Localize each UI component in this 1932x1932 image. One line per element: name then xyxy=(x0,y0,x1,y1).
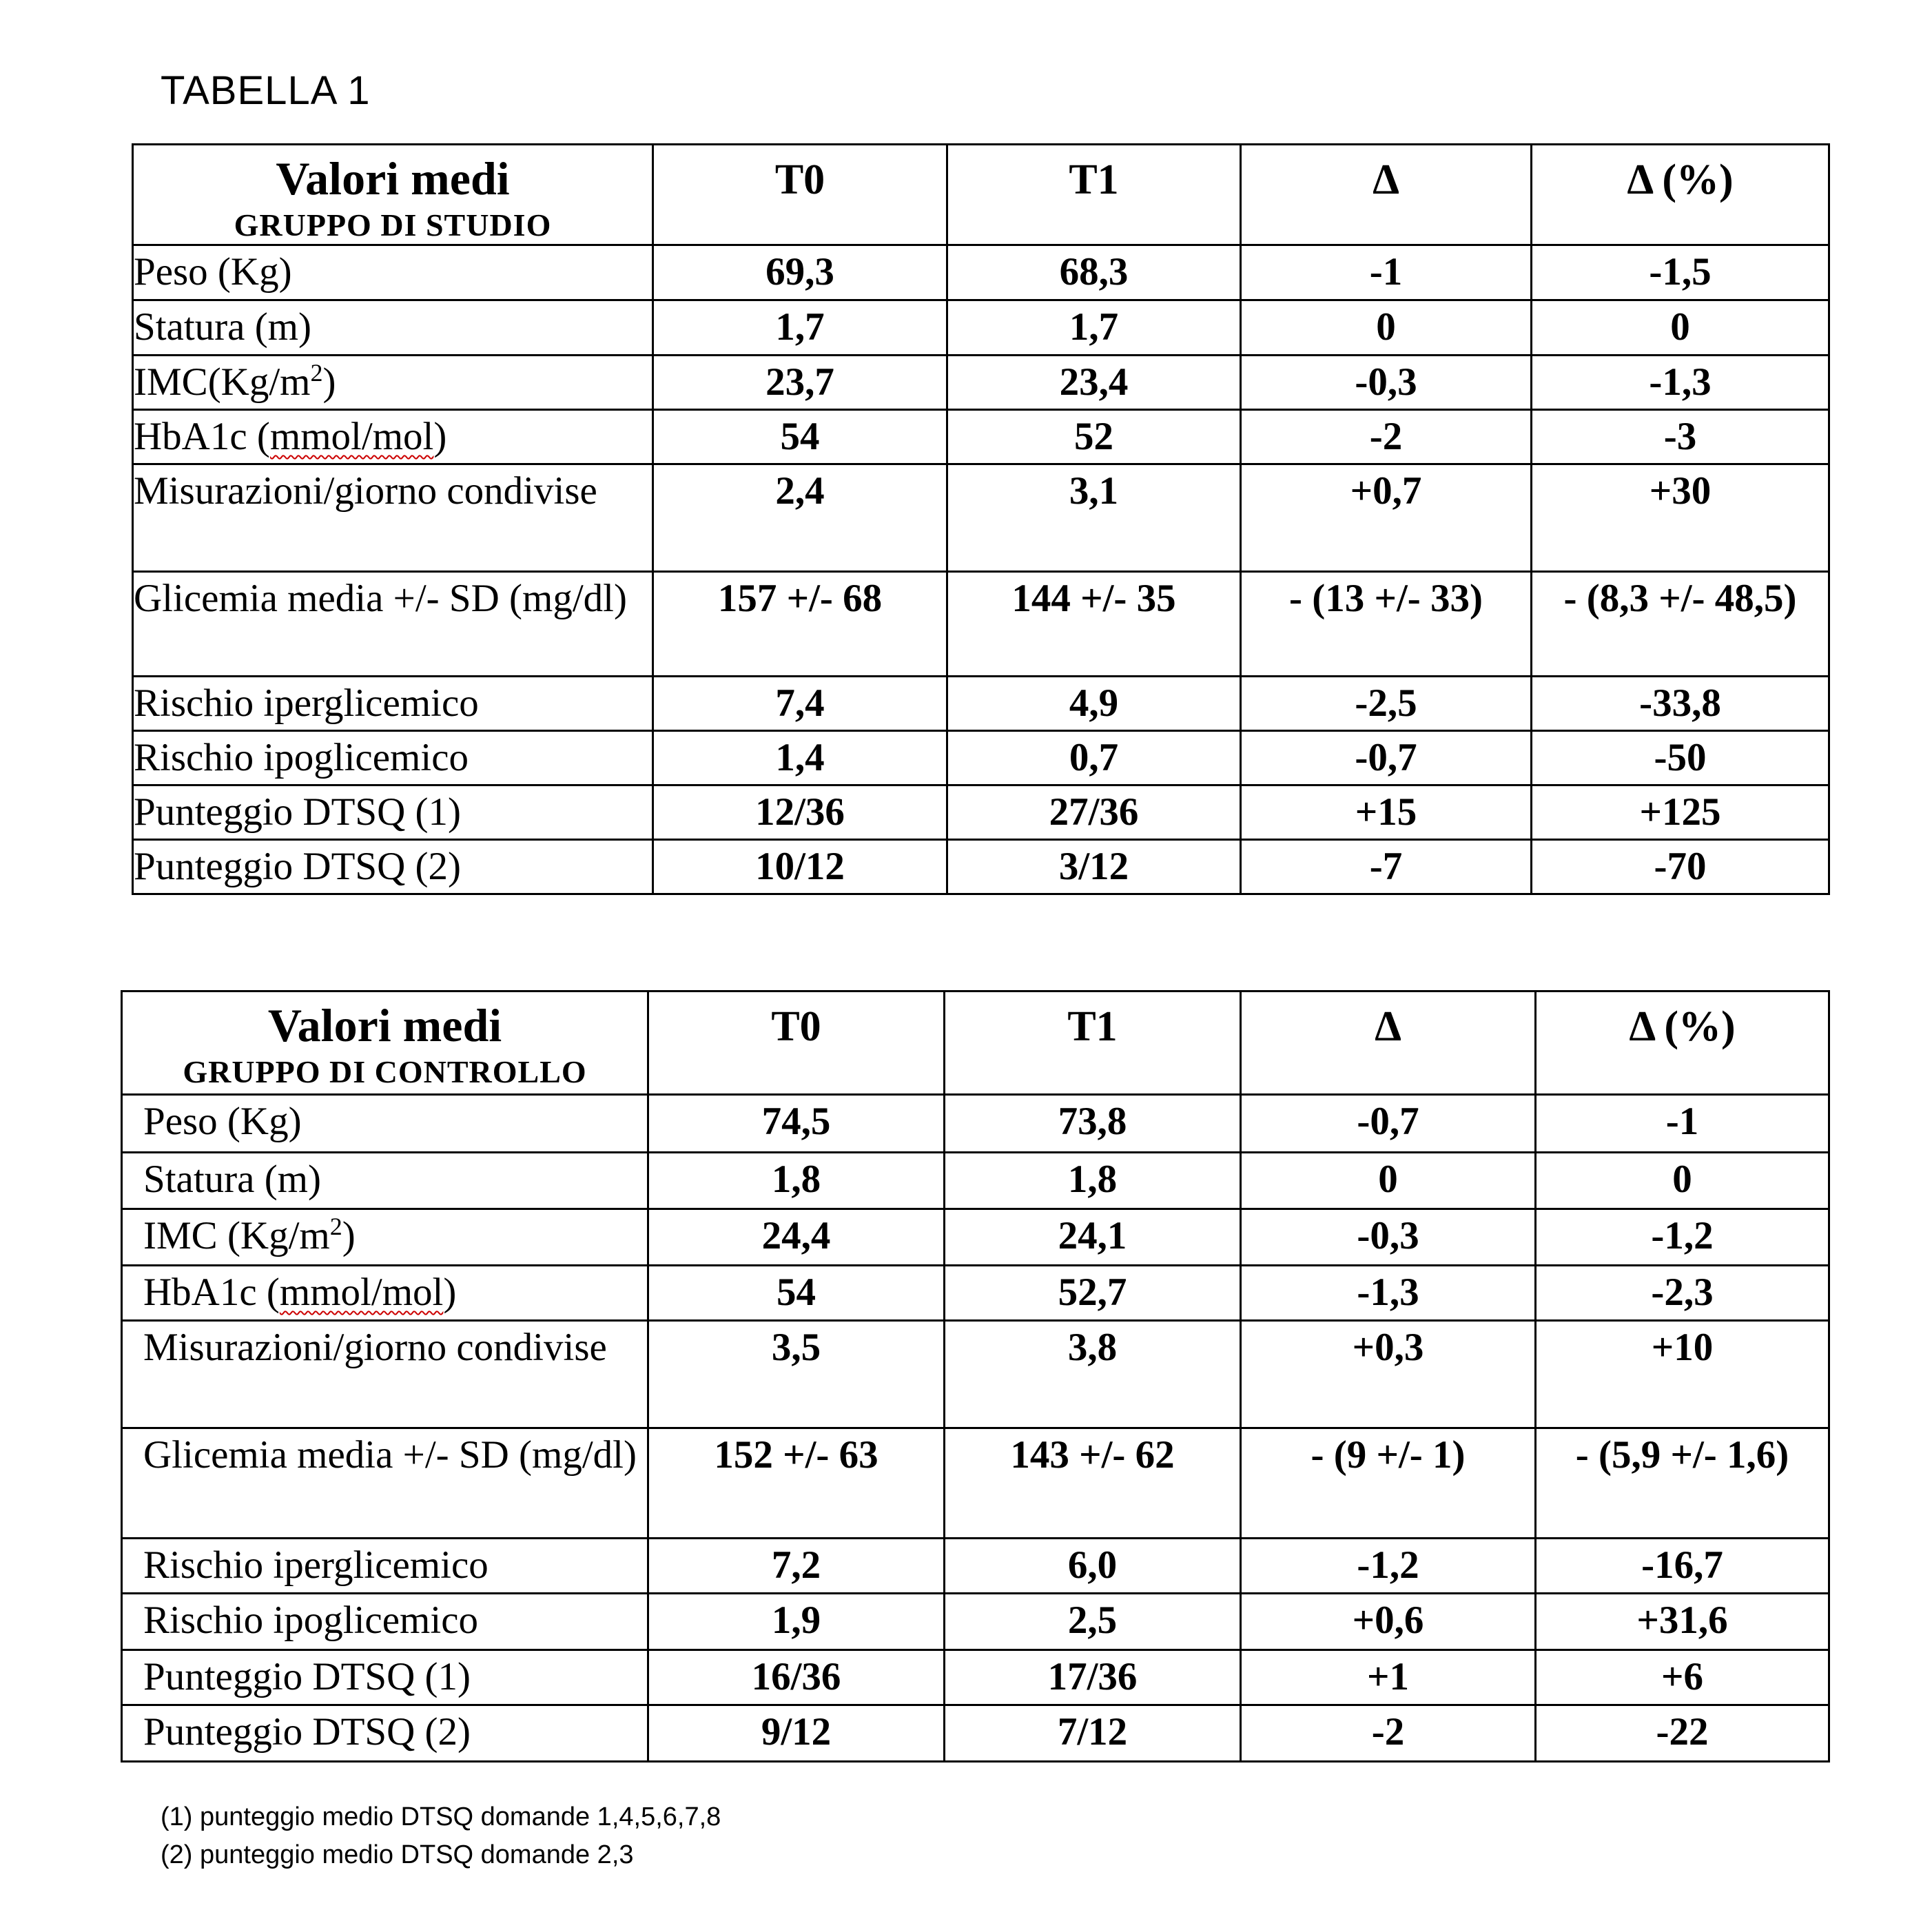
row-label: Misurazioni/giorno condivise xyxy=(122,1321,648,1428)
value-t0: 1,8 xyxy=(648,1153,945,1209)
footnote-2: (2) punteggio medio DTSQ domande 2,3 xyxy=(161,1840,634,1869)
value-t0: 54 xyxy=(648,1266,945,1321)
value-t0: 3,5 xyxy=(648,1321,945,1428)
label-text-unit: (Kg/m xyxy=(207,360,311,404)
header-group-label: GRUPPO DI CONTROLLO xyxy=(183,1054,587,1089)
footnote-1: (1) punteggio medio DTSQ domande 1,4,5,6,7,8 xyxy=(161,1802,721,1831)
value-delta-percent: -50 xyxy=(1532,731,1829,785)
value-delta: -2 xyxy=(1241,1705,1536,1762)
column-header-delta-percent: Δ (%) xyxy=(1536,991,1829,1095)
value-delta: -2 xyxy=(1241,410,1532,464)
table-row xyxy=(133,356,1829,410)
table-row xyxy=(122,1209,1829,1266)
value-delta: -0,7 xyxy=(1241,731,1532,785)
header-main-label: Valori medi xyxy=(267,999,502,1051)
value-delta-percent: -1,2 xyxy=(1536,1209,1829,1266)
label-text-unit: (Kg/m xyxy=(227,1214,330,1257)
value-t1: 144 +/- 35 xyxy=(947,572,1241,677)
value-delta: 0 xyxy=(1241,300,1532,356)
header-cell-title xyxy=(133,145,653,245)
value-delta: +1 xyxy=(1241,1650,1536,1705)
value-delta: -1,2 xyxy=(1241,1539,1536,1594)
value-delta-percent: -33,8 xyxy=(1532,677,1829,731)
value-t0: 152 +/- 63 xyxy=(648,1428,945,1539)
column-header-delta: Δ xyxy=(1241,991,1536,1095)
value-delta-percent: -3 xyxy=(1532,410,1829,464)
row-label: Rischio ipoglicemico xyxy=(122,1594,648,1650)
value-t0: 10/12 xyxy=(653,840,947,894)
label-text-imc: IMC xyxy=(134,360,208,404)
value-delta-percent: 0 xyxy=(1532,300,1829,356)
table-header-row xyxy=(122,991,1829,1095)
value-delta: -2,5 xyxy=(1241,677,1532,731)
header-main-label: Valori medi xyxy=(276,152,510,205)
row-label: Misurazioni/giorno condivise xyxy=(133,464,653,572)
value-delta-percent: -22 xyxy=(1536,1705,1829,1762)
label-text-close: ) xyxy=(433,415,447,458)
control-group-table xyxy=(121,990,1830,1763)
table-row xyxy=(122,1266,1829,1321)
row-label xyxy=(122,1209,648,1266)
label-text-hba1c: HbA1c ( xyxy=(143,1271,280,1314)
value-t1: 23,4 xyxy=(947,356,1241,410)
row-label: Punteggio DTSQ (2) xyxy=(122,1705,648,1762)
value-delta: - (13 +/- 33) xyxy=(1241,572,1532,677)
value-t0: 1,4 xyxy=(653,731,947,785)
value-t0: 1,7 xyxy=(653,300,947,356)
value-delta: -0,3 xyxy=(1241,356,1532,410)
value-t1: 17/36 xyxy=(945,1650,1241,1705)
value-delta-percent: -1 xyxy=(1536,1095,1829,1153)
value-delta-percent: +6 xyxy=(1536,1650,1829,1705)
column-header-t0: T0 xyxy=(653,145,947,245)
row-label xyxy=(133,410,653,464)
value-t0: 2,4 xyxy=(653,464,947,572)
table-row xyxy=(122,1095,1829,1153)
value-delta: - (9 +/- 1) xyxy=(1241,1428,1536,1539)
value-delta-percent: - (8,3 +/- 48,5) xyxy=(1532,572,1829,677)
header-group-label: GRUPPO DI STUDIO xyxy=(234,207,552,243)
row-label: Punteggio DTSQ (2) xyxy=(133,840,653,894)
table-row xyxy=(133,677,1829,731)
row-label: Punteggio DTSQ (1) xyxy=(133,785,653,840)
table-row xyxy=(122,1539,1829,1594)
value-t1: 52 xyxy=(947,410,1241,464)
value-t0: 7,4 xyxy=(653,677,947,731)
value-t1: 1,7 xyxy=(947,300,1241,356)
value-delta-percent: -1,3 xyxy=(1532,356,1829,410)
value-t1: 6,0 xyxy=(945,1539,1241,1594)
row-label: Punteggio DTSQ (1) xyxy=(122,1650,648,1705)
value-delta-percent: -2,3 xyxy=(1536,1266,1829,1321)
table-row xyxy=(133,464,1829,572)
table-row xyxy=(133,300,1829,356)
table-row xyxy=(133,410,1829,464)
value-delta: -0,7 xyxy=(1241,1095,1536,1153)
value-t1: 143 +/- 62 xyxy=(945,1428,1241,1539)
table-row xyxy=(122,1594,1829,1650)
table-row xyxy=(122,1153,1829,1209)
column-header-delta-percent: Δ (%) xyxy=(1532,145,1829,245)
value-delta: +0,7 xyxy=(1241,464,1532,572)
label-superscript: 2 xyxy=(329,1213,342,1240)
row-label: Statura (m) xyxy=(122,1153,648,1209)
value-t0: 24,4 xyxy=(648,1209,945,1266)
table-row xyxy=(133,840,1829,894)
document-title: TABELLA 1 xyxy=(161,68,371,113)
label-text-imc: IMC xyxy=(143,1214,227,1257)
label-text-close: ) xyxy=(322,360,336,404)
table-row xyxy=(122,1321,1829,1428)
value-t1: 73,8 xyxy=(945,1095,1241,1153)
value-delta: 0 xyxy=(1241,1153,1536,1209)
value-t1: 3/12 xyxy=(947,840,1241,894)
value-t1: 52,7 xyxy=(945,1266,1241,1321)
column-header-t1: T1 xyxy=(947,145,1241,245)
value-delta-percent: +30 xyxy=(1532,464,1829,572)
value-t1: 24,1 xyxy=(945,1209,1241,1266)
value-t0: 16/36 xyxy=(648,1650,945,1705)
table-row xyxy=(133,572,1829,677)
value-t1: 4,9 xyxy=(947,677,1241,731)
row-label: Rischio iperglicemico xyxy=(122,1539,648,1594)
value-t1: 3,1 xyxy=(947,464,1241,572)
value-t1: 3,8 xyxy=(945,1321,1241,1428)
value-delta-percent: -1,5 xyxy=(1532,245,1829,300)
table-header-row xyxy=(133,145,1829,245)
column-header-delta: Δ xyxy=(1241,145,1532,245)
value-t1: 27/36 xyxy=(947,785,1241,840)
table-row xyxy=(133,785,1829,840)
label-text-close: ) xyxy=(443,1271,457,1314)
value-t0: 12/36 xyxy=(653,785,947,840)
value-t0: 69,3 xyxy=(653,245,947,300)
value-t0: 157 +/- 68 xyxy=(653,572,947,677)
label-text-unit-spellcheck: mmol/mol xyxy=(279,1271,444,1314)
value-t0: 74,5 xyxy=(648,1095,945,1153)
value-delta-percent: +10 xyxy=(1536,1321,1829,1428)
value-delta-percent: 0 xyxy=(1536,1153,1829,1209)
value-delta-percent: +125 xyxy=(1532,785,1829,840)
value-delta-percent: -70 xyxy=(1532,840,1829,894)
value-delta: -1,3 xyxy=(1241,1266,1536,1321)
table-row xyxy=(133,245,1829,300)
row-label: Rischio iperglicemico xyxy=(133,677,653,731)
row-label: Glicemia media +/- SD (mg/dl) xyxy=(133,572,653,677)
table-row xyxy=(122,1705,1829,1762)
value-delta-percent: +31,6 xyxy=(1536,1594,1829,1650)
value-delta: -1 xyxy=(1241,245,1532,300)
value-t0: 54 xyxy=(653,410,947,464)
value-t0: 7,2 xyxy=(648,1539,945,1594)
study-group-table xyxy=(132,143,1830,895)
label-superscript: 2 xyxy=(310,359,323,387)
row-label: Rischio ipoglicemico xyxy=(133,731,653,785)
value-t1: 0,7 xyxy=(947,731,1241,785)
label-text-hba1c: HbA1c ( xyxy=(134,415,270,458)
row-label: Peso (Kg) xyxy=(122,1095,648,1153)
value-t1: 2,5 xyxy=(945,1594,1241,1650)
value-delta-percent: - (5,9 +/- 1,6) xyxy=(1536,1428,1829,1539)
table-row xyxy=(122,1650,1829,1705)
value-delta-percent: -16,7 xyxy=(1536,1539,1829,1594)
value-delta: +0,3 xyxy=(1241,1321,1536,1428)
value-delta: +15 xyxy=(1241,785,1532,840)
value-t1: 1,8 xyxy=(945,1153,1241,1209)
row-label: Statura (m) xyxy=(133,300,653,356)
label-text-close: ) xyxy=(342,1214,356,1257)
column-header-t0: T0 xyxy=(648,991,945,1095)
value-t0: 1,9 xyxy=(648,1594,945,1650)
row-label: Glicemia media +/- SD (mg/dl) xyxy=(122,1428,648,1539)
column-header-t1: T1 xyxy=(945,991,1241,1095)
row-label xyxy=(122,1266,648,1321)
row-label: Peso (Kg) xyxy=(133,245,653,300)
label-text-unit-spellcheck: mmol/mol xyxy=(269,415,434,458)
footnotes xyxy=(161,1798,721,1874)
value-delta: -7 xyxy=(1241,840,1532,894)
table-row xyxy=(133,731,1829,785)
value-t0: 9/12 xyxy=(648,1705,945,1762)
row-label xyxy=(133,356,653,410)
value-t0: 23,7 xyxy=(653,356,947,410)
value-t1: 68,3 xyxy=(947,245,1241,300)
value-delta: -0,3 xyxy=(1241,1209,1536,1266)
value-delta: +0,6 xyxy=(1241,1594,1536,1650)
value-t1: 7/12 xyxy=(945,1705,1241,1762)
header-cell-title xyxy=(122,991,648,1095)
table-row xyxy=(122,1428,1829,1539)
